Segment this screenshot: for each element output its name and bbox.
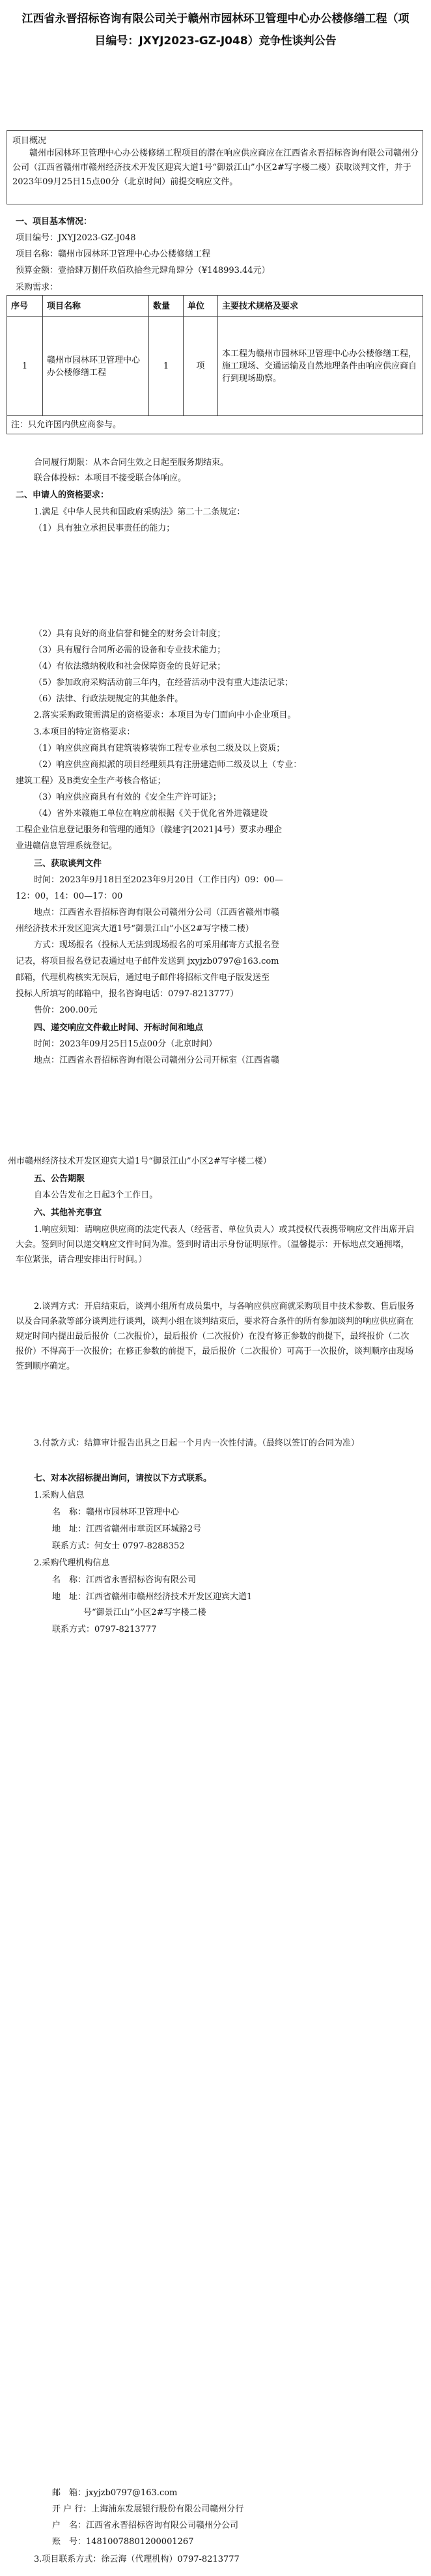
agent-address: 地 址：江西省赣州市赣州经济技术开发区迎宾大道1 — [52, 1592, 253, 1602]
section-6-heading: 六、其他补充事宜 — [34, 1208, 102, 1218]
table-header: 序号 — [7, 296, 43, 317]
buyer-contact: 联系方式：何女士 0797-8288352 — [52, 1541, 185, 1551]
doc-method: 方式：现场报名（投标人无法到现场报名的可采用邮寄方式报名登 — [34, 940, 280, 950]
section-4-heading: 四、递交响应文件截止时间、开标时间和地点 — [34, 1023, 204, 1033]
table-header: 单位 — [184, 296, 218, 317]
doc-place: 地点：江西省永晋招标咨询有限公司赣州分公司（江西省赣州市赣 — [34, 908, 280, 917]
agent-contact: 联系方式：0797-8213777 — [52, 1625, 157, 1634]
table-note-row — [7, 416, 423, 434]
bank-name: 开 户 行：上海浦东发展银行股份有限公司赣州分行 — [52, 2504, 244, 2514]
requirements-label: 采购需求： — [16, 283, 59, 292]
deadline-place: 地点：江西省永晋招标咨询有限公司赣州分公司开标室（江西省赣 — [34, 1056, 280, 1065]
table-note: 注：只允许国内供应商参与。 — [7, 416, 423, 434]
budget-amount: 预算金额：壹拾肆万捌仟玖佰玖拾叁元肆角肆分（¥148993.44元） — [16, 266, 270, 275]
qual-item: 1.满足《中华人民共和国政府采购法》第二十二条规定： — [34, 507, 245, 517]
table-cell: 赣州市园林环卫管理中心办公楼修缮工程 — [43, 317, 149, 416]
page-title: 江西省永晋招标咨询有限公司关于赣州市园林环卫管理中心办公楼修缮工程（项目编号：JXYJ2023-GZ-J048）竞争性谈判公告 — [21, 12, 410, 48]
overview-text: 赣州市园林环卫管理中心办公楼修缮工程项目的潜在响应供应商应在江西省永晋招标咨询有限公司赣州分公司（江西省赣州市赣州经济技术开发区迎宾大道1号“御景江山”小区2#写字楼二楼）获取谈判文件，并于2023年09月25日15点00分（北京时间）前提交响应文件。 — [12, 148, 419, 187]
section-3-heading: 三、获取谈判文件 — [34, 859, 102, 869]
qual-item: 业进赣信息管理系统登记。 — [16, 841, 118, 851]
qual-item: （2）响应供应商拟派的项目经理须具有注册建造师二级及以上（专业： — [34, 760, 302, 770]
requirements-table — [7, 295, 423, 434]
qual-item: （4）省外来赣施工单位在响应前根据《关于优化省外进赣建设 — [34, 809, 268, 819]
contract-period-text: 合同履行期限：从本合同生效之日起至服务期结束。 — [34, 458, 229, 468]
qual-item: （4）有依法缴纳税收和社会保障资金的良好记录； — [34, 662, 226, 671]
doc-place-cont: 州经济技术开发区迎宾大道1号“御景江山”小区2#写字楼二楼） — [16, 924, 254, 934]
deadline-place-cont: 州市赣州经济技术开发区迎宾大道1号“御景江山”小区2#写字楼二楼） — [8, 1156, 271, 1166]
section-5-heading: 五、公告期限 — [34, 1174, 85, 1184]
qual-item: 3.本项目的特定资格要求： — [34, 727, 135, 737]
table-row — [7, 317, 423, 416]
doc-time-cont: 12：00，14：00—17：00 — [16, 891, 123, 901]
deadline-time: 时间：2023年09月25日15点00分（北京时间） — [34, 1039, 217, 1049]
account-name: 户 名：江西省永晋招标咨询有限公司赣州分公司 — [52, 2521, 239, 2530]
table-header: 数量 — [149, 296, 184, 317]
section-1-heading: 一、项目基本情况： — [16, 217, 92, 227]
project-number: 项目编号：JXYJ2023-GZ-J048 — [16, 233, 136, 243]
qual-item: 建筑工程）及B类安全生产考核合格证； — [16, 776, 166, 786]
project-overview-box — [7, 130, 423, 204]
agent-name: 名 称：江西省永晋招标咨询有限公司 — [52, 1575, 197, 1585]
project-name: 项目名称：赣州市园林环卫管理中心办公楼修缮工程 — [16, 249, 211, 259]
table-header-row — [7, 296, 423, 317]
agent-email: 邮 箱：jxyjzb0797@163.com — [52, 2488, 178, 2498]
overview-label: 项目概况 — [12, 136, 47, 146]
table-header: 主要技术规格及要求 — [218, 296, 423, 317]
table-cell: 1 — [7, 317, 43, 416]
doc-method-cont: 投标人所填写的邮箱中，报名咨询电话：0797-8213777） — [16, 989, 239, 999]
supplement-payment: 3.付款方式：结算审计报告出具之日起一个月内一次性付清。（最终以签订的合同为准） — [34, 1438, 359, 1448]
buyer-label: 1.采购人信息 — [34, 1491, 85, 1500]
qual-item: （1）响应供应商具有建筑装修装饰工程专业承包二级及以上资质； — [34, 744, 285, 753]
qual-item: （3）具有履行合同所必需的设备和专业技术能力； — [34, 645, 226, 655]
section-7-heading: 七、对本次招标提出询问，请按以下方式联系。 — [34, 1474, 212, 1483]
buyer-address: 地 址：江西省赣州市章贡区环城路2号 — [52, 1524, 202, 1534]
notice-period: 自本公告发布之日起3个工作日。 — [34, 1190, 158, 1200]
project-contact: 3.项目联系方式：徐云海（代理机构）0797-8213777 — [34, 2555, 240, 2564]
doc-method-cont: 记表，将项目报名登记表通过电子邮件发送到 jxyjzb0797@163.com — [16, 957, 279, 966]
qual-item: （1）具有独立承担民事责任的能力； — [34, 524, 175, 533]
doc-price: 售价：200.00元 — [34, 1005, 98, 1015]
table-cell: 项 — [184, 317, 218, 416]
agent-label: 2.采购代理机构信息 — [34, 1558, 110, 1568]
account-number: 账 号：14810078801200001267 — [52, 2537, 194, 2547]
qual-item: （2）具有良好的商业信誉和健全的财务会计制度； — [34, 629, 226, 639]
qual-item: 2.落实采购政策需满足的资格要求：本项目为专门面向中小企业项目。 — [34, 710, 296, 720]
buyer-name: 名 称：赣州市园林环卫管理中心 — [52, 1507, 180, 1517]
agent-address-cont: 号“御景江山”小区2#写字楼二楼 — [83, 1608, 206, 1617]
supplement-response: 1.响应须知：请响应供应商的法定代表人（经营者、单位负责人）或其授权代表携带响应文件出席开启大会。签到时间以递交响应文件时间为准。签到时请出示身份证明原件。（温馨提示：开标地点交通拥堵，车位紧张，请合理安排出行时间。） — [16, 1225, 415, 1265]
qual-item: 工程企业信息登记服务和管理的通知》（赣建字[2021]4号）要求办理企 — [16, 825, 282, 835]
table-cell: 1 — [149, 317, 184, 416]
section-2-heading: 二、申请人的资格要求： — [16, 490, 109, 500]
table-header: 项目名称 — [43, 296, 149, 317]
contract-period — [34, 457, 229, 468]
qual-item: （3）响应供应商具有有效的《安全生产许可证》； — [34, 792, 221, 802]
consortium-note: 联合体投标：本项目不接受联合体响应。 — [34, 473, 187, 483]
supplement-negotiation: 2.谈判方式：开启结束后，谈判小组所有成员集中，与各响应供应商就采购项目中技术参数、售后服务以及合同条款等部分谈判进行谈判，谈判小组在谈判结束后，要求符合条件的所有参加谈判的响应供应商在规定时间内提出最后报价（二次报价），最后报价（二次报价）在没有修正参数的前提下，最终报价（二次报价）不得高于一次报价；在修正参数的前提下，最后报价（二次报价）可高于一次报价，谈判顺序由现场签到顺序确定。 — [16, 1302, 415, 1371]
table-cell: 本工程为赣州市园林环卫管理中心办公楼修缮工程，施工现场、交通运输及自然地理条件由响应供应商自行到现场勘察。 — [218, 317, 423, 416]
doc-time: 时间：2023年9月18日至2023年9月20日（工作日内）09：00— — [34, 875, 283, 885]
doc-method-cont: 邮箱，代理机构核实无误后，通过电子邮件将招标文件电子版发送至 — [16, 973, 270, 983]
qual-item: （5）参加政府采购活动前三年内，在经营活动中没有重大违法记录； — [34, 678, 294, 688]
qual-item: （6）法律、行政法规规定的其他条件。 — [34, 694, 184, 704]
